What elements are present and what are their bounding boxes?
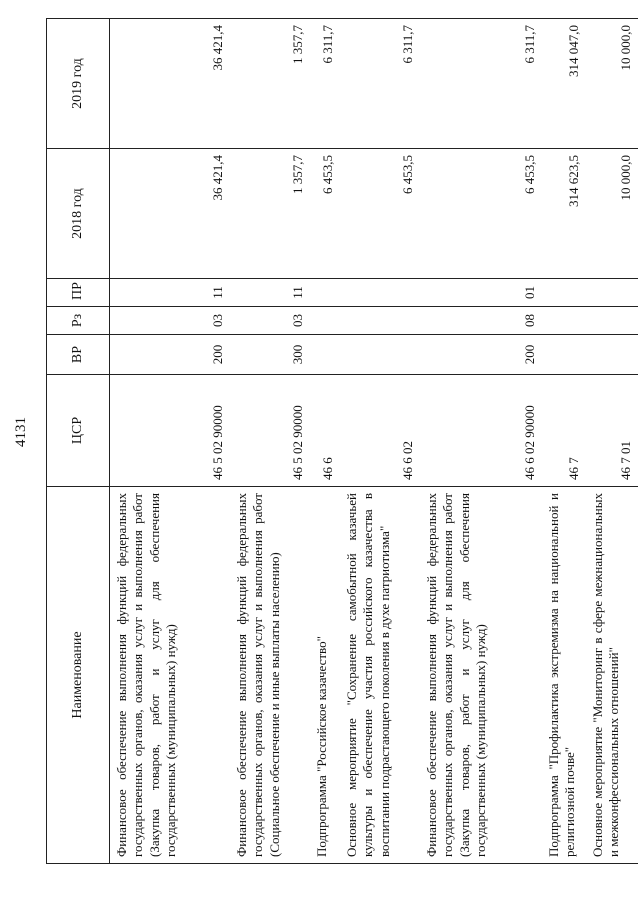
- row-vr: [310, 335, 340, 375]
- header-2019: 2019 год: [47, 19, 110, 149]
- row-name: Финансовое обеспечение выполнения функций федеральных государственных органов, оказания услуг и выполнения работ (Закупка товаров, работ и услуг для обеспечения государственных (муниципальных) нужд): [420, 487, 542, 864]
- row-2019: 314 047,0: [542, 19, 586, 149]
- table-row: [310, 19, 340, 864]
- row-pr: 11: [110, 279, 231, 307]
- table-row: [110, 19, 231, 864]
- row-vr: 300: [230, 335, 310, 375]
- row-name: Основное мероприятие "Мониторинг в сфере межнациональных и межконфессиональных отношений": [586, 487, 638, 864]
- row-csr: 46 6 02: [340, 375, 420, 487]
- row-name: Основное мероприятие "Сохранение самобытной казачьей культуры и обеспечение участия российского казачества в воспитании подрастающего поколения в духе патриотизма": [340, 487, 420, 864]
- row-2019: 6 311,7: [340, 19, 420, 149]
- row-rz: [340, 307, 420, 335]
- row-csr: 46 7: [542, 375, 586, 487]
- row-2019: 6 311,7: [310, 19, 340, 149]
- table-row: [420, 19, 542, 864]
- row-csr: 46 7 01: [586, 375, 638, 487]
- row-2018: 6 453,5: [420, 149, 542, 279]
- row-pr: 01: [420, 279, 542, 307]
- row-rz: [310, 307, 340, 335]
- row-vr: [340, 335, 420, 375]
- table-row: [586, 19, 638, 864]
- row-2019: 1 357,7: [230, 19, 310, 149]
- row-2019: 6 311,7: [420, 19, 542, 149]
- row-2018: 6 453,5: [340, 149, 420, 279]
- table-row: [340, 19, 420, 864]
- row-rz: [542, 307, 586, 335]
- row-name: Финансовое обеспечение выполнения функций федеральных государственных органов, оказания услуг и выполнения работ (Социальное обеспечение и иные выплаты населению): [230, 487, 310, 864]
- row-rz: 03: [230, 307, 310, 335]
- header-2018: 2018 год: [47, 149, 110, 279]
- row-2019: 10 000,0: [586, 19, 638, 149]
- row-vr: 200: [420, 335, 542, 375]
- row-pr: [586, 279, 638, 307]
- header-vr: ВР: [47, 335, 110, 375]
- row-2019: 36 421,4: [110, 19, 231, 149]
- row-csr: 46 6: [310, 375, 340, 487]
- row-2018: 314 623,5: [542, 149, 586, 279]
- row-csr: 46 5 02 90000: [110, 375, 231, 487]
- row-pr: [310, 279, 340, 307]
- row-rz: [586, 307, 638, 335]
- row-name: Финансовое обеспечение выполнения функций федеральных государственных органов, оказания услуг и выполнения работ (Закупка товаров, работ и услуг для обеспечения государственных (муниципальных) нужд): [110, 487, 231, 864]
- budget-table-sheet: [46, 19, 633, 864]
- row-2018: 1 357,7: [230, 149, 310, 279]
- row-rz: 03: [110, 307, 231, 335]
- row-2018: 36 421,4: [110, 149, 231, 279]
- header-csr: ЦСР: [47, 375, 110, 487]
- row-2018: 10 000,0: [586, 149, 638, 279]
- page-number: 4131: [12, 417, 29, 447]
- row-vr: 200: [110, 335, 231, 375]
- row-pr: 11: [230, 279, 310, 307]
- budget-table: [46, 18, 638, 864]
- header-rz: Рз: [47, 307, 110, 335]
- table-header-row: [47, 19, 110, 864]
- table-row: [230, 19, 310, 864]
- header-pr: ПР: [47, 279, 110, 307]
- row-csr: 46 5 02 90000: [230, 375, 310, 487]
- row-rz: 08: [420, 307, 542, 335]
- header-name: Наименование: [47, 487, 110, 864]
- table-row: [542, 19, 586, 864]
- row-csr: 46 6 02 90000: [420, 375, 542, 487]
- row-pr: [340, 279, 420, 307]
- row-pr: [542, 279, 586, 307]
- row-name: Подпрограмма "Российское казачество": [310, 487, 340, 864]
- row-vr: [542, 335, 586, 375]
- row-2018: 6 453,5: [310, 149, 340, 279]
- row-vr: [586, 335, 638, 375]
- row-name: Подпрограмма "Профилактика экстремизма на национальной и религиозной почве": [542, 487, 586, 864]
